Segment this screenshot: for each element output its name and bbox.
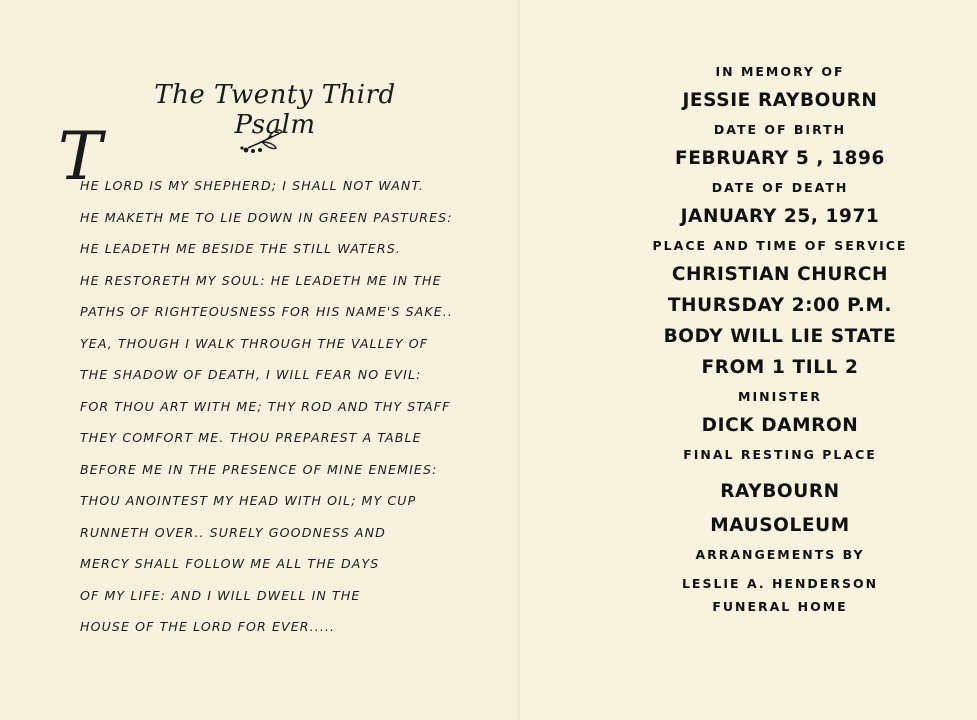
funeral-home-line2: FUNERAL HOME: [712, 599, 848, 614]
memorial-details: [620, 58, 940, 617]
psalm-line: YEA, THOUGH I WALK THROUGH THE VALLEY OF: [80, 335, 429, 351]
psalm-line: HE RESTORETH MY SOUL: HE LEADETH ME IN THE: [80, 272, 442, 288]
resting-place-line1: RAYBOURN: [720, 481, 840, 502]
psalm-line: RUNNETH OVER.. SURELY GOODNESS AND: [80, 524, 386, 540]
psalm-line: THE SHADOW OF DEATH, I WILL FEAR NO EVIL:: [80, 367, 422, 382]
service-time: THURSDAY 2:00 P.M.: [667, 295, 893, 316]
service-label: PLACE AND TIME OF SERVICE: [652, 238, 908, 253]
resting-place-label: FINAL RESTING PLACE: [683, 447, 877, 462]
psalm-line: HE MAKETH ME TO LIE DOWN IN GREEN PASTURES:: [80, 209, 453, 225]
psalm-line: FOR THOU ART WITH ME; THY ROD AND THY STAFF: [80, 398, 451, 414]
psalm-title: The Twenty Third Psalm: [154, 80, 396, 140]
psalm-line: THEY COMFORT ME. THOU PREPAREST A TABLE: [80, 430, 422, 445]
psalm-line: THOU ANOINTEST MY HEAD WITH OIL; MY CUP: [80, 493, 417, 508]
psalm-line: HE LEADETH ME BESIDE THE STILL WATERS.: [80, 241, 401, 256]
resting-place-line2: MAUSOLEUM: [710, 515, 850, 536]
psalm-line: HE LORD IS MY SHEPHERD; I SHALL NOT WANT.: [80, 178, 424, 193]
funeral-home-line1: LESLIE A. HENDERSON: [681, 576, 879, 591]
psalm-line: OF MY LIFE: AND I WILL DWELL IN THE: [80, 587, 361, 603]
in-memory-of-label: IN MEMORY OF: [715, 64, 845, 79]
lie-state-line1: BODY WILL LIE STATE: [663, 326, 897, 347]
date-of-birth: FEBRUARY 5 , 1896: [675, 148, 885, 169]
psalm-line: PATHS OF RIGHTEOUSNESS FOR HIS NAME'S SAKE..: [80, 304, 454, 319]
flower-sprig-ornament-icon: [238, 124, 286, 158]
date-of-death: JANUARY 25, 1971: [680, 206, 880, 227]
service-place: CHRISTIAN CHURCH: [671, 264, 889, 285]
lie-state-line2: FROM 1 TILL 2: [701, 357, 859, 378]
minister-label: MINISTER: [738, 389, 822, 404]
deceased-name: JESSIE RAYBOURN: [682, 90, 878, 111]
psalm-text: [80, 175, 480, 648]
arrangements-label: ARRANGEMENTS BY: [695, 547, 865, 562]
date-of-death-label: DATE OF DEATH: [711, 180, 849, 195]
drop-cap: T: [58, 118, 103, 195]
psalm-line: MERCY SHALL FOLLOW ME ALL THE DAYS: [80, 556, 380, 571]
psalm-line: HOUSE OF THE LORD FOR EVER.....: [80, 619, 336, 634]
psalm-line: BEFORE ME IN THE PRESENCE OF MINE ENEMIES:: [80, 461, 438, 477]
minister-name: DICK DAMRON: [701, 415, 859, 436]
date-of-birth-label: DATE OF BIRTH: [713, 122, 847, 137]
